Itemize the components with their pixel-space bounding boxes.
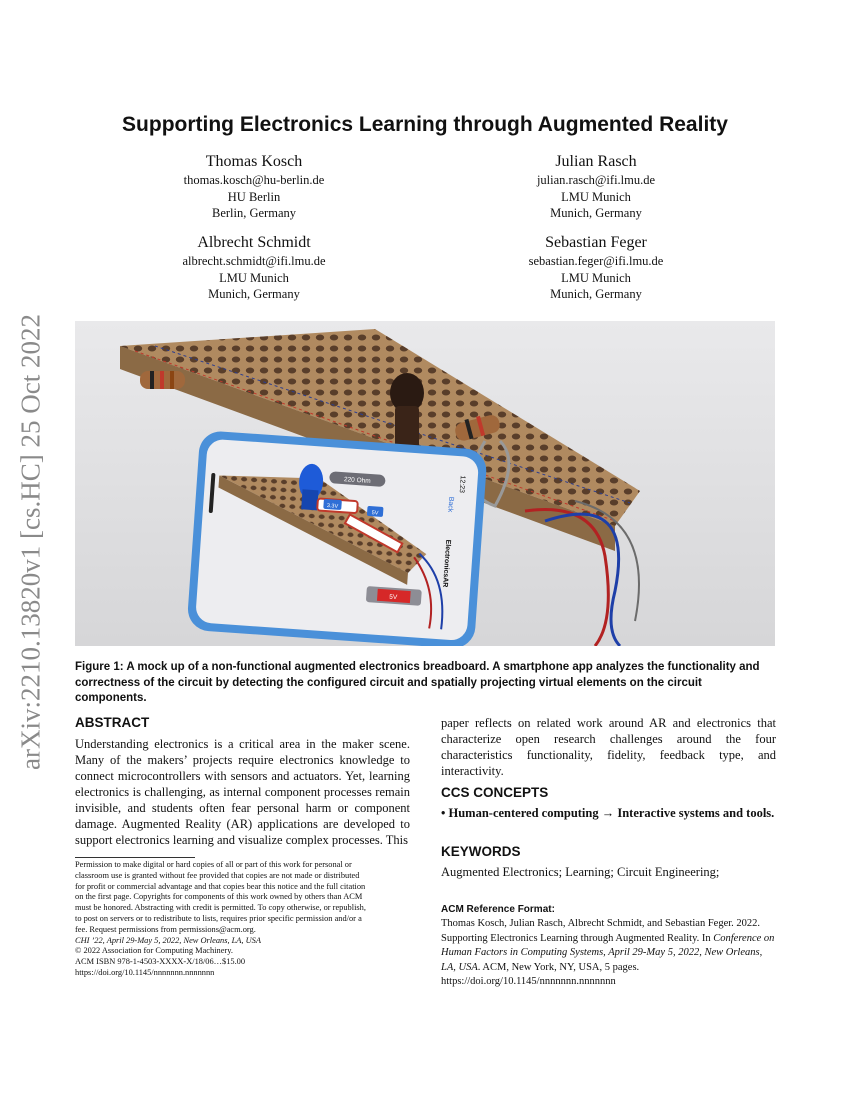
author-name: Sebastian Feger xyxy=(545,234,647,251)
permission-line: fee. Request permissions from permissions@acm.org. xyxy=(75,924,256,934)
doi-link[interactable]: https://doi.org/10.1145/nnnnnnn.nnnnnnn xyxy=(75,967,215,977)
footnote-rule xyxy=(75,857,195,858)
phone-app-title: ElectronicsAR xyxy=(441,539,452,588)
author-affiliation: HU Berlin xyxy=(227,189,281,204)
abstract-heading: ABSTRACT xyxy=(75,715,150,730)
keywords-text: Augmented Electronics; Learning; Circuit Engineering; xyxy=(441,865,720,879)
permission-line: classroom use is granted without fee provided that copies are not made or distributed xyxy=(75,870,360,880)
ccs-heading: CCS CONCEPTS xyxy=(441,785,549,800)
permission-line: on the first page. Copyrights for components of this work owned by others than ACM xyxy=(75,892,363,902)
ccs-concepts: • Human-centered computing → Interactive systems and tools. xyxy=(441,806,775,820)
copyright-line: © 2022 Association for Computing Machinery. xyxy=(75,946,233,956)
reference-part: . ACM, New York, NY, USA, 5 pages. https://doi.org/10.1145/nnnnnnn.nnnnnnn xyxy=(441,961,640,987)
phone-back-link: Back xyxy=(446,496,455,513)
author-location: Berlin, Germany xyxy=(211,206,296,220)
author-affiliation: LMU Munich xyxy=(561,189,631,204)
author-email[interactable]: albrecht.schmidt@ifi.lmu.de xyxy=(182,254,326,268)
author-location: Munich, Germany xyxy=(550,287,642,301)
author-block xyxy=(104,152,404,222)
permission-notice xyxy=(75,860,410,979)
author-block xyxy=(446,152,746,222)
author-block xyxy=(104,233,404,303)
author-affiliation: LMU Munich xyxy=(219,270,289,285)
author-email[interactable]: thomas.kosch@hu-berlin.de xyxy=(183,173,325,187)
voltage-chip-c: 5V xyxy=(389,593,398,602)
isbn-line: ACM ISBN 978-1-4503-XXXX-X/18/06…$15.00 xyxy=(75,957,246,967)
keywords-heading: KEYWORDS xyxy=(441,844,521,859)
author-block xyxy=(446,233,746,303)
author-name: Albrecht Schmidt xyxy=(197,234,311,251)
figure-ar-breadboard xyxy=(75,321,775,646)
figure-caption: Figure 1: A mock up of a non-functional augmented electronics breadboard. A smartphone app analyzes the functionality and correctness of the circuit by detecting the configured circuit and spatially projecting virtual elements on the circuit components. xyxy=(75,661,760,704)
phone-time: 12:23 xyxy=(457,475,466,494)
author-email[interactable]: julian.rasch@ifi.lmu.de xyxy=(536,173,656,187)
abstract-text-col1: Understanding electronics is a critical area in the maker scene. Many of the makers’ projects require electronics knowledge to connect microcontrollers with sensors and actuators. Yet, learning electronics is challenging, as internal component processes remain invisible, and students often fear personal harm or component damage. Augmented Reality (AR) applications are developed to support electronics learning and visualize complex processes. This xyxy=(75,737,410,847)
permission-line: must be honored. Abstracting with credit is permitted. To copy otherwise, or republish, xyxy=(75,903,366,913)
paper-title: Supporting Electronics Learning through Augmented Reality xyxy=(122,113,728,136)
voltage-chip-b: 5V xyxy=(371,510,379,517)
permission-line: to post on servers or to redistribute to lists, requires prior specific permission and/or a xyxy=(75,913,362,923)
author-name: Thomas Kosch xyxy=(205,153,303,170)
author-location: Munich, Germany xyxy=(208,287,300,301)
permission-line: for profit or commercial advantage and that copies bear this notice and the full citation xyxy=(75,881,366,891)
arxiv-identifier xyxy=(6,292,56,792)
reference-format xyxy=(441,917,776,990)
arxiv-id-text: arXiv:2210.13820v1 [cs.HC] 25 Oct 2022 xyxy=(15,314,46,770)
voltage-chip-a: 3.3V xyxy=(326,503,339,510)
venue-line: CHI ’22, April 29-May 5, 2022, New Orleans, LA, USA xyxy=(75,935,261,945)
abstract-text-col2: paper reflects on related work around AR and electronics that characterize open research challenges around the four characteristics functionality, fidelity, feedback type, and interactivity. xyxy=(441,716,776,778)
author-affiliation: LMU Munich xyxy=(561,270,631,285)
permission-line: Permission to make digital or hard copies of all or part of this work for personal or xyxy=(75,860,352,869)
reference-heading: ACM Reference Format: xyxy=(441,904,555,915)
resistor-value-chip: 220 Ohm xyxy=(343,476,371,486)
author-name: Julian Rasch xyxy=(555,153,637,170)
smartphone xyxy=(186,430,487,646)
author-location: Munich, Germany xyxy=(550,206,642,220)
author-email[interactable]: sebastian.feger@ifi.lmu.de xyxy=(528,254,664,268)
reference-venue: Conference on Human Factors in Computing Systems, April 29-May 5, 2022, New Orleans, LA, USA xyxy=(441,932,775,973)
reference-part: Thomas Kosch, Julian Rasch, Albrecht Schmidt, and Sebastian Feger. 2022. Supporting Electronics Learning through Augmented Reality. In xyxy=(441,918,761,944)
